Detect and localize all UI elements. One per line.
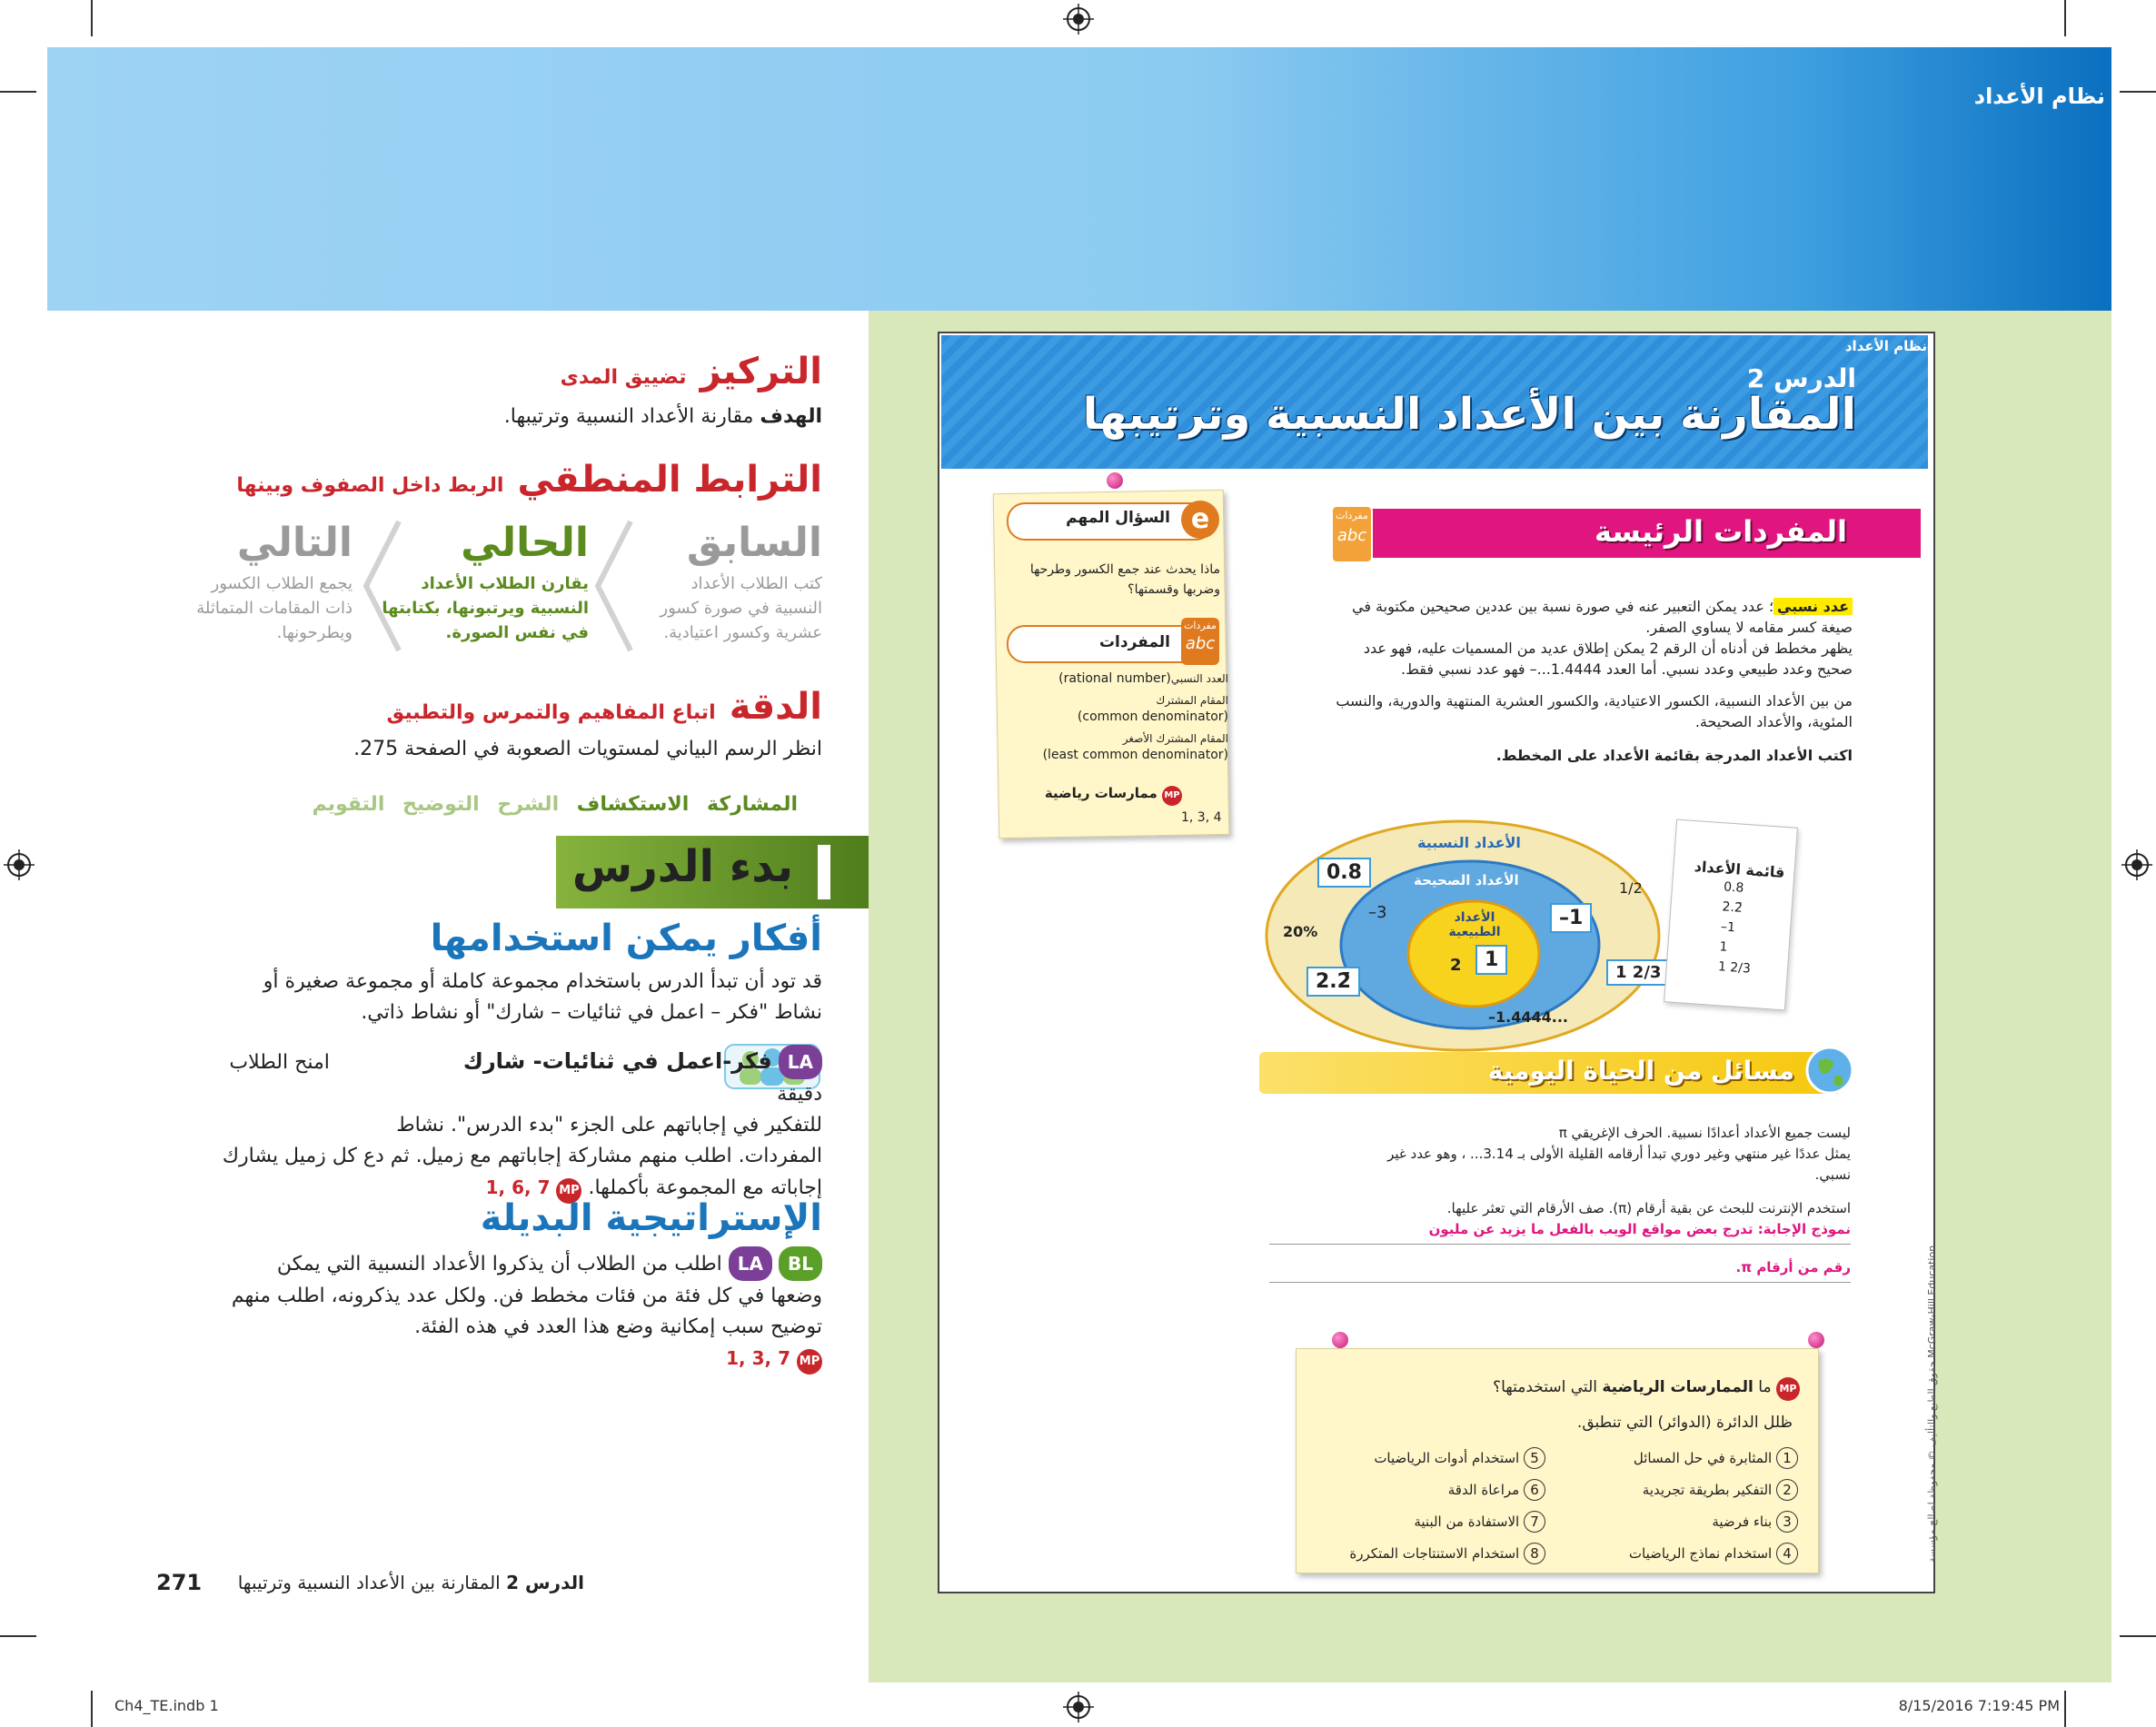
footer-lesson — [238, 1572, 584, 1593]
globe-icon — [1804, 1045, 1855, 1096]
registration-mark-icon — [4, 849, 35, 880]
practice-label: مراعاة الدقة — [1447, 1482, 1520, 1498]
think-line: امنح الطلاب دقيقة — [229, 1051, 822, 1106]
la-badge: LA — [779, 1045, 822, 1079]
practices-question-pre: ما — [1758, 1378, 1772, 1396]
venn-explanation-line: يظهر مخطط فن أدناه أن الرقم 2 يمكن إطلاق عديد من المسميات عليه، فهو عدد — [1363, 640, 1853, 657]
venn-explanation-line: صحيح وعدد طبيعي وعدد نسبي. أما العدد 1.4444...– فهو عدد نسبي فقط. — [1401, 660, 1853, 678]
number-list-item: 1 2/3 — [1717, 959, 1752, 977]
ideas-line: قد تود أن تبدأ الدرس باستخدام مجموعة كاملة أو مجموعة صغيرة أو — [263, 970, 822, 993]
venn-value: 2 — [1450, 956, 1462, 975]
mp-icon: MP — [1776, 1377, 1800, 1401]
venn-value-box: 1 — [1475, 945, 1507, 975]
current-title: الحالي — [461, 520, 589, 566]
current-line: النسبية ويرتبونها، بكتابتها — [382, 599, 589, 618]
footer-lesson-label: الدرس 2 — [506, 1572, 584, 1593]
venn-value-box: 1 2/3 — [1606, 959, 1670, 986]
vocabulary-icon: مفردات abc — [1331, 505, 1373, 563]
header-title: نظام الأعداد — [1973, 84, 2105, 109]
crop-mark — [91, 0, 93, 36]
vocab-ar: المقام المشترك الأصغر — [1122, 732, 1228, 745]
vocabulary-icon-label: مفردات — [1184, 620, 1217, 631]
crop-mark — [0, 1635, 36, 1637]
next-title: التالي — [236, 520, 353, 566]
reallife-answer: رقم من أرقام π. — [1269, 1257, 1851, 1283]
alternate-line: توضيح سبب إمكانية وضع هذا العدد في هذه الفئة. — [414, 1315, 822, 1338]
vocabulary-icon-label: مفردات — [1336, 510, 1368, 521]
crop-mark — [2120, 1635, 2156, 1637]
definition-term: عدد نسبي — [1773, 598, 1853, 615]
reallife-prompt: استخدم الإنترنت للبحث عن بقية أرقام (π). صف الأرقام التي تعثر عليها. — [1446, 1200, 1851, 1216]
rigor-sub: اتباع المفاهيم والتمرس والتطبيق — [386, 701, 716, 724]
alternate-line: اطلب من الطلاب أن يذكروا الأعداد النسبية التي يمكن — [276, 1253, 722, 1275]
venn-value-box: –1 — [1550, 903, 1592, 933]
venn-value: –3 — [1368, 903, 1387, 922]
practice-label: استخدام الاستنتاجات المتكررة — [1349, 1545, 1520, 1562]
next-line: ذات المقامات المتماثلة — [196, 599, 353, 618]
goal-label: الهدف — [760, 405, 822, 428]
think-line: المفردات. اطلب منهم مشاركة إجاباتهم مع زميل. ثم دع كل زميل يشارك — [222, 1145, 822, 1167]
stage-explain[interactable]: الشرح — [497, 793, 560, 816]
sidebar-mp-row — [1045, 785, 1182, 806]
current-line: في نفس الصورة. — [445, 623, 589, 642]
coherence-next — [162, 520, 353, 645]
stage-evaluate[interactable]: التقويم — [312, 793, 385, 816]
practices-question-post: التي استخدمتها؟ — [1493, 1378, 1597, 1396]
ideas-line: نشاط "فكر – اعمل في ثنائيات – شارك" أو نشاط ذاتي. — [361, 1001, 822, 1024]
essential-question-line: ماذا يحدث عند جمع الكسور وطرحها — [1029, 562, 1220, 577]
slug-file: Ch4_TE.indb 1 — [114, 1697, 219, 1714]
next-line: يجمع الطلاب الكسور — [211, 574, 353, 593]
coherence-heading — [41, 459, 822, 501]
practice-radio-1[interactable]: 1 — [1776, 1447, 1798, 1469]
pin-icon — [1808, 1332, 1824, 1348]
practices-question-bold: الممارسات الرياضية — [1602, 1378, 1754, 1396]
previous-line: كتب الطلاب الأعداد — [691, 574, 822, 593]
goal-line — [41, 405, 822, 428]
practice-label: استخدام أدوات الرياضيات — [1374, 1450, 1520, 1466]
sidebar-mp-values: 1, 3, 4 — [1181, 810, 1222, 825]
number-list-item: 0.8 — [1723, 879, 1744, 896]
practice-label: استخدام نماذج الرياضيات — [1628, 1545, 1773, 1562]
previous-line: عشرية وكسور اعتيادية. — [663, 623, 822, 642]
think-line: للتفكير في إجاباتهم على الجزء "بدء الدرس". نشاط — [396, 1114, 822, 1136]
think-pair-block — [204, 1045, 822, 1204]
stage-explore[interactable]: الاستكشاف — [576, 793, 690, 816]
reallife-line: يمثل عددًا غير منتهي وغير دوري تبدأ أرقامه القليلة الأولى بـ 3.14... ، وهو عدد غير — [1387, 1146, 1851, 1162]
focus-label: التركيز — [700, 351, 822, 392]
number-list-item: 1 — [1718, 939, 1728, 955]
venn-natural-label: الأعداد الطبيعية — [1448, 910, 1501, 939]
essential-question-line: وضربها وقسمتها؟ — [1128, 582, 1220, 597]
reallife-line: ليست جميع الأعداد أعدادًا نسبية. الحرف الإغريقي π — [1558, 1125, 1851, 1141]
coherence-previous — [609, 520, 822, 645]
stage-engage[interactable]: المشاركة — [707, 793, 798, 816]
practices-hint: ظلل الدائرة (الدوائر) التي تنطبق. — [1576, 1414, 1793, 1432]
previous-line: النسبية في صورة كسور — [660, 599, 822, 618]
stage-elaborate[interactable]: التوضيح — [402, 793, 480, 816]
vocab-ar: العدد النسبي — [1170, 672, 1228, 685]
practice-radio-4[interactable]: 4 — [1776, 1543, 1798, 1564]
reallife-answer: نموذج الإجابة: تدرج بعض مواقع الويب بالفعل ما يزيد عن مليون — [1269, 1219, 1851, 1245]
vocab-en: (rational number) — [1058, 671, 1171, 686]
practices-column-left — [1291, 1443, 1545, 1570]
venn-value: 20% — [1283, 923, 1318, 940]
essential-question-icon: e — [1181, 501, 1219, 539]
goal-text: مقارنة الأعداد النسبية وترتيبها. — [503, 405, 754, 428]
reallife-line: نسبي. — [1814, 1166, 1851, 1183]
bl-badge: BL — [779, 1246, 822, 1281]
alternate-title: الإستراتيجية البديلة — [480, 1197, 822, 1239]
coherence-label: الترابط المنطقي — [517, 459, 822, 501]
essential-question-title: السؤال المهم — [1066, 509, 1170, 527]
definition-line: صيغة كسر مقامه لا يساوي الصفر. — [1645, 619, 1853, 636]
current-line: يقارن الطلاب الأعداد — [421, 574, 589, 593]
number-list-card — [1664, 819, 1798, 1011]
stage-list — [162, 793, 798, 816]
vocabulary-title: المفردات — [1098, 633, 1170, 651]
next-line: ويطرحونها. — [276, 623, 353, 642]
think-label: فكر-اعمل في ثنائيات- شارك — [462, 1048, 772, 1074]
crop-mark — [2064, 0, 2066, 36]
previous-title: السابق — [686, 520, 822, 566]
chevron-left-icon — [359, 518, 404, 654]
vocab-ar: المقام المشترك — [1156, 694, 1228, 707]
mp-icon: MP — [797, 1349, 822, 1375]
la-badge: LA — [729, 1246, 772, 1281]
alternate-line: وضعها في كل فئة من فئات مخطط فن. ولكل عدد يذكرونه، اطلب منهم — [231, 1285, 822, 1307]
practice-radio-3[interactable]: 3 — [1776, 1511, 1798, 1533]
alternate-block — [186, 1246, 822, 1375]
crop-mark — [91, 1691, 93, 1727]
ideas-title: أفكار يمكن استخدامها — [430, 918, 822, 959]
reallife-text — [1269, 1123, 1851, 1283]
chevron-left-icon — [591, 518, 636, 654]
header-band — [47, 47, 2111, 311]
student-topbar: نظام الأعداد — [1844, 338, 1927, 354]
slug-date: 8/15/2016 7:19:45 PM — [1898, 1697, 2060, 1714]
rigor-heading — [41, 686, 822, 728]
reallife-title: مسائل من الحياة اليومية — [1487, 1056, 1794, 1086]
mp-icon: MP — [556, 1178, 581, 1204]
registration-mark-icon — [1063, 1692, 1094, 1722]
rational-types-line: من بين الأعداد النسبية، الكسور الاعتيادية، والكسور العشرية المنتهية والدورية، والنسب — [1336, 692, 1853, 710]
venn-value-box: 0.8 — [1317, 858, 1371, 888]
practice-label: المثابرة في حل المسائل — [1633, 1450, 1773, 1466]
number-list-item: –1 — [1720, 919, 1736, 936]
alternate-mp: 1, 3, 7 — [726, 1347, 790, 1369]
practice-radio-2[interactable]: 2 — [1776, 1479, 1798, 1501]
vocabulary-icon: مفردات abc — [1181, 618, 1219, 665]
practice-label: الاستفادة من البنية — [1414, 1514, 1520, 1530]
launch-title: بدء الدرس — [571, 841, 793, 892]
sidebar-mp-label: ممارسات رياضية — [1044, 785, 1157, 801]
crop-mark — [2064, 1691, 2066, 1727]
coherence-sub: الربط داخل الصفوف وبينها — [236, 474, 504, 497]
crop-mark — [2120, 91, 2156, 93]
practices-column-right — [1544, 1443, 1798, 1570]
practice-radio-7[interactable]: 7 — [1524, 1511, 1545, 1533]
footer-lesson-title: المقارنة بين الأعداد النسبية وترتيبها — [237, 1572, 501, 1593]
venn-value-box: 2.2̄ — [1307, 967, 1360, 997]
vocab-en: (common denominator) — [1077, 710, 1228, 724]
crop-mark — [0, 91, 36, 93]
venn-integer-label: الأعداد الصحيحة — [1414, 872, 1519, 888]
rigor-text: انظر الرسم البياني لمستويات الصعوبة في الصفحة 275. — [353, 738, 822, 760]
practice-radio-6[interactable]: 6 — [1524, 1479, 1545, 1501]
rigor-label: الدقة — [729, 686, 822, 728]
think-mp: 1, 6, 7 — [485, 1176, 551, 1198]
rational-types-line: المئوية، والأعداد الصحيحة. — [1694, 713, 1853, 730]
launch-number-bar — [818, 845, 830, 899]
practice-label: التفكير بطريقة تجريدية — [1642, 1482, 1773, 1498]
page-number: 271 — [156, 1570, 203, 1595]
vocab-en: (least common denominator) — [1042, 748, 1228, 762]
practices-question — [1493, 1377, 1800, 1401]
number-list-title: قائمة الأعداد — [1694, 858, 1786, 882]
practice-radio-8[interactable]: 8 — [1524, 1543, 1545, 1564]
mp-icon: MP — [1162, 786, 1182, 806]
registration-mark-icon — [2121, 849, 2152, 880]
student-lesson-title: المقارنة بين الأعداد النسبية وترتيبها — [1082, 389, 1856, 440]
focus-heading — [41, 351, 822, 392]
focus-sub: تضييق المدى — [560, 366, 687, 389]
definition-line: ؛ عدد يمكن التعبير عنه في صورة نسبة بين عددين صحيحين مكتوبة في — [1351, 598, 1774, 615]
practice-label: بناء فرضية — [1712, 1514, 1773, 1530]
pin-icon — [1107, 472, 1123, 489]
venn-value: 1/2 — [1619, 879, 1643, 897]
venn-value: –1.4444... — [1488, 1008, 1568, 1026]
think-line: إجاباته مع المجموعة بأكملها. — [588, 1176, 822, 1199]
registration-mark-icon — [1063, 4, 1094, 35]
definition-block — [1298, 596, 1853, 766]
number-list-item: 2.2̄ — [1722, 899, 1744, 916]
venn-instruction: اكتب الأعداد المدرجة بقائمة الأعداد على المخطط. — [1495, 747, 1853, 764]
pin-icon — [1332, 1332, 1348, 1348]
venn-rational-label: الأعداد النسبية — [1417, 834, 1521, 851]
key-vocab-title: المفردات الرئيسة — [1595, 514, 1847, 549]
vocabulary-list — [1010, 670, 1228, 763]
student-lesson-number: الدرس 2 — [1746, 363, 1856, 393]
ideas-text — [186, 967, 822, 1028]
practice-radio-5[interactable]: 5 — [1524, 1447, 1545, 1469]
